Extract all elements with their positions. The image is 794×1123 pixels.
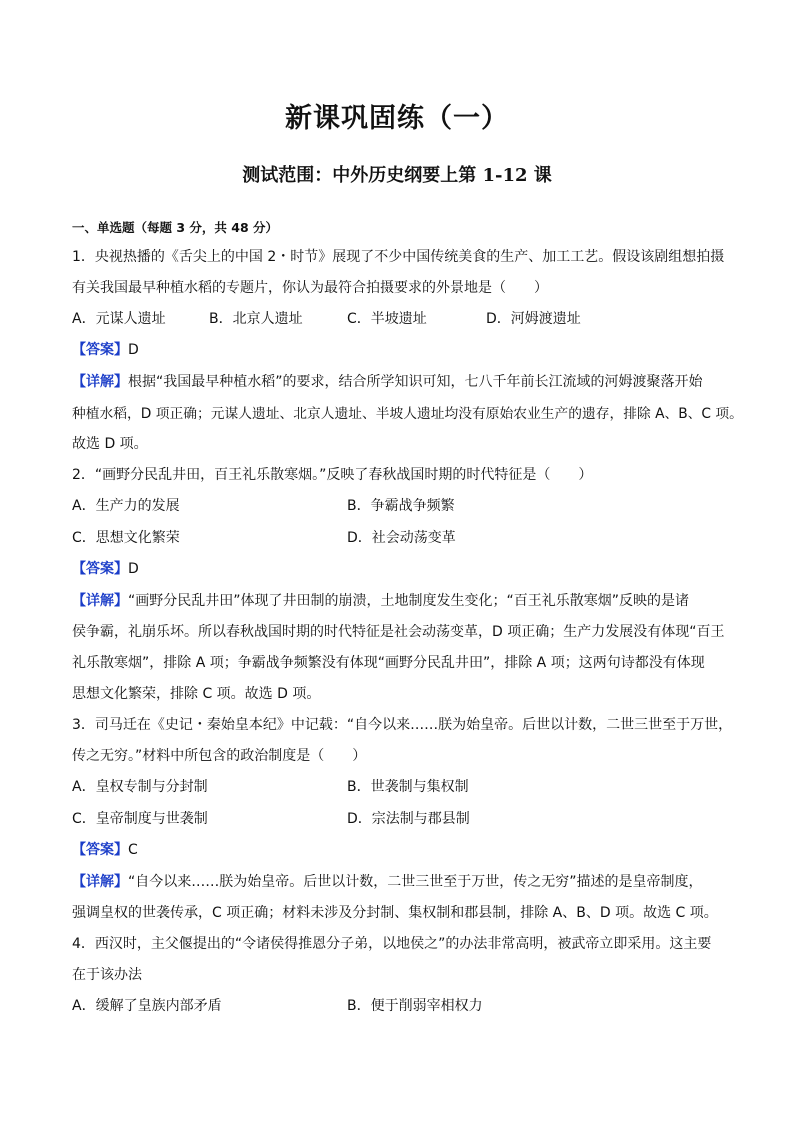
q2-detail-line3: 礼乐散寒烟”，排除 A 项；争霸战争频繁没有体现“画野分民乱井田”，排除 A 项；这两句诗都没有体现 — [72, 655, 705, 671]
q2-option-b: B．争霸战争频繁 — [347, 498, 455, 514]
q3-option-a: A．皇权专制与分封制 — [72, 779, 208, 795]
answer-label: 【答案】 — [72, 561, 128, 577]
q1-detail-line3: 故选 D 项。 — [72, 436, 148, 452]
detail-label: 【详解】 — [72, 593, 128, 609]
q3-stem-line1: 3．司马迁在《史记・秦始皇本纪》中记载：“自今以来……朕为始皇帝。后世以计数，二世三世至于万世， — [72, 717, 733, 733]
q1-answer — [72, 339, 139, 359]
q2-detail-line2: 侯争霸，礼崩乐坏。所以春秋战国时期的时代特征是社会动荡变革，D 项正确；生产力发展没有体现“百王 — [72, 624, 725, 640]
q4-option-b: B．便于削弱宰相权力 — [347, 998, 483, 1014]
q1-detail-text1: 根据“我国最早种植水稻”的要求，结合所学知识可知，七八千年前长江流域的河姆渡聚落开始 — [128, 374, 703, 390]
q1-stem-line2: 有关我国最早种植水稻的专题片，你认为最符合拍摄要求的外景地是（ ） — [72, 280, 548, 296]
q2-option-c: C．思想文化繁荣 — [72, 530, 180, 546]
q2-answer — [72, 558, 139, 578]
q4-stem-line2: 在于该办法 — [72, 967, 142, 983]
q2-answer-value: D — [128, 561, 139, 577]
q2-option-a: A．生产力的发展 — [72, 498, 180, 514]
q2-option-d: D．社会动荡变革 — [347, 530, 456, 546]
q1-stem-line1: 1．央视热播的《舌尖上的中国 2・时节》展现了不少中国传统美食的生产、加工工艺。假设该剧组想拍摄 — [72, 249, 725, 265]
q2-detail-line1 — [72, 590, 689, 610]
page-title: 新课巩固练（一） — [285, 103, 509, 134]
q4-stem-line1: 4．西汉时，主父偃提出的“令诸侯得推恩分子弟，以地侯之”的办法非常高明，被武帝立即采用。这主要 — [72, 936, 712, 952]
q3-detail-line2: 强调皇权的世袭传承，C 项正确；材料未涉及分封制、集权制和郡县制，排除 A、B、D 项。故选 C 项。 — [72, 905, 718, 921]
q4-option-a: A．缓解了皇族内部矛盾 — [72, 998, 222, 1014]
q3-option-b: B．世袭制与集权制 — [347, 779, 469, 795]
detail-label: 【详解】 — [72, 874, 128, 890]
answer-label: 【答案】 — [72, 342, 128, 358]
answer-label: 【答案】 — [72, 842, 128, 858]
detail-label: 【详解】 — [72, 374, 128, 390]
q1-detail-line1 — [72, 371, 703, 391]
q2-stem-line1: 2．“画野分民乱井田，百王礼乐散寒烟。”反映了春秋战国时期的时代特征是（ ） — [72, 467, 593, 483]
q1-option-c: C．半坡遗址 — [347, 311, 427, 327]
q3-answer-value: C — [128, 842, 138, 858]
q1-option-b: B．北京人遗址 — [209, 311, 303, 327]
page-subtitle: 测试范围：中外历史纲要上第 1-12 课 — [242, 165, 552, 186]
q3-option-c: C．皇帝制度与世袭制 — [72, 811, 208, 827]
q3-stem-line2: 传之无穷。”材料中所包含的政治制度是（ ） — [72, 748, 367, 764]
q2-detail-line4: 思想文化繁荣，排除 C 项。故选 D 项。 — [72, 686, 321, 702]
section-heading: 一、单选题（每题 3 分，共 48 分） — [72, 220, 279, 235]
q3-option-d: D．宗法制与郡县制 — [347, 811, 470, 827]
q1-option-a: A．元谋人遗址 — [72, 311, 166, 327]
q3-detail-text1: “自今以来……朕为始皇帝。后世以计数，二世三世至于万世，传之无穷”描述的是皇帝制度， — [128, 874, 703, 890]
q3-answer — [72, 839, 138, 859]
q1-answer-value: D — [128, 342, 139, 358]
q2-detail-text1: “画野分民乱井田”体现了井田制的崩溃，土地制度发生变化；“百王礼乐散寒烟”反映的是诸 — [128, 593, 690, 609]
q3-detail-line1 — [72, 871, 703, 891]
q1-detail-line2: 种植水稻，D 项正确；元谋人遗址、北京人遗址、半坡人遗址均没有原始农业生产的遗存，排除 A、B、C 项。 — [72, 406, 743, 422]
q1-option-d: D．河姆渡遗址 — [486, 311, 581, 327]
